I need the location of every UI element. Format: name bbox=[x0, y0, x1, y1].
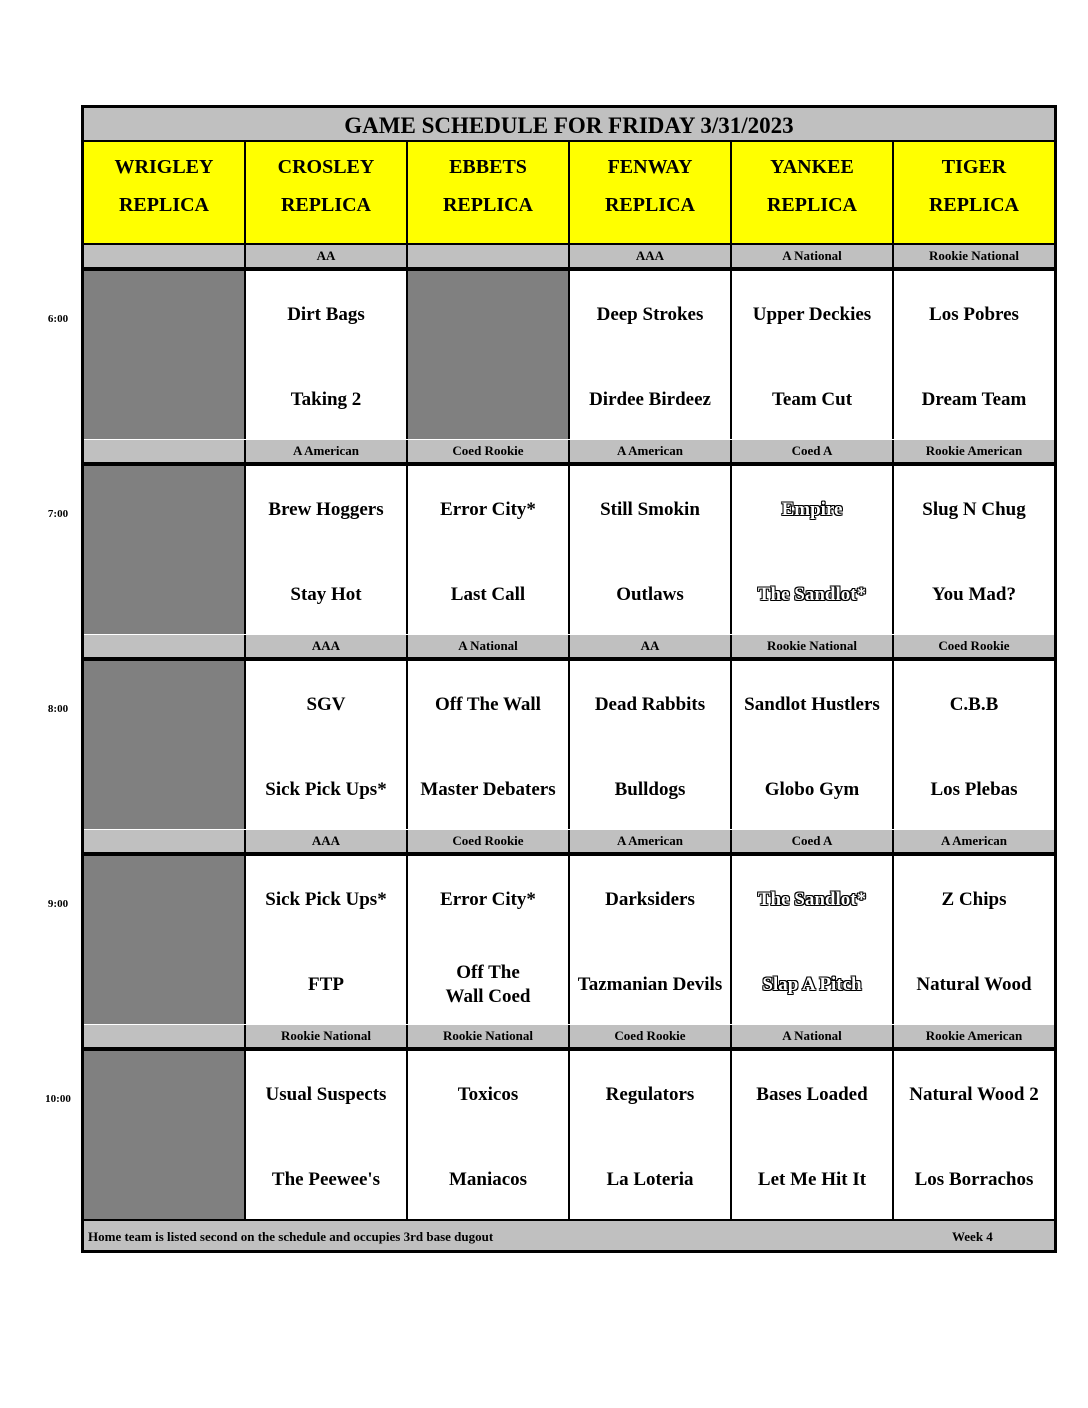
away-team: Error City* bbox=[440, 499, 536, 520]
away-team: Slug N Chug bbox=[922, 499, 1026, 520]
page-title: GAME SCHEDULE FOR FRIDAY 3/31/2023 bbox=[84, 108, 1054, 142]
game-cell bbox=[732, 856, 894, 1024]
game-cell bbox=[408, 661, 570, 829]
footer bbox=[84, 1219, 1054, 1250]
division-label: AAA bbox=[570, 245, 732, 267]
division-label: AA bbox=[246, 245, 408, 267]
game-cell bbox=[732, 271, 894, 439]
home-team: Off The Wall Coed bbox=[445, 962, 531, 1007]
away-team: Brew Hoggers bbox=[268, 499, 384, 520]
division-label: Coed A bbox=[732, 440, 894, 462]
home-team: Natural Wood bbox=[916, 974, 1032, 995]
away-team: Z Chips bbox=[941, 889, 1007, 910]
division-label bbox=[84, 245, 246, 267]
home-team: Stay Hot bbox=[290, 584, 362, 605]
field-name: FENWAY bbox=[607, 156, 693, 178]
division-label: AAA bbox=[246, 635, 408, 657]
division-label bbox=[408, 245, 570, 267]
game-cell bbox=[894, 661, 1054, 829]
empty-field-cell bbox=[84, 271, 246, 439]
away-team: Sick Pick Ups* bbox=[265, 889, 387, 910]
game-cell bbox=[246, 856, 408, 1024]
away-team: Regulators bbox=[605, 1084, 695, 1105]
game-cell bbox=[570, 856, 732, 1024]
home-team: Bulldogs bbox=[614, 779, 686, 800]
division-label bbox=[84, 635, 246, 657]
division-label: Rookie National bbox=[246, 1025, 408, 1047]
field-type: REPLICA bbox=[118, 194, 209, 216]
field-name: TIGER bbox=[941, 156, 1007, 178]
division-label: A National bbox=[732, 1025, 894, 1047]
away-team: Upper Deckies bbox=[752, 304, 872, 325]
field-name: WRIGLEY bbox=[114, 156, 214, 178]
division-label: A American bbox=[894, 830, 1054, 852]
game-cell bbox=[246, 271, 408, 439]
field-type: REPLICA bbox=[928, 194, 1019, 216]
home-team: Sick Pick Ups* bbox=[265, 779, 387, 800]
game-cell bbox=[732, 466, 894, 634]
time-slot-label: 7:00 bbox=[47, 508, 69, 520]
division-label: A National bbox=[408, 635, 570, 657]
field-header-crosley bbox=[246, 142, 408, 245]
game-cell bbox=[570, 466, 732, 634]
home-team: FTP bbox=[308, 974, 344, 995]
division-label: Coed A bbox=[732, 830, 894, 852]
division-label: A American bbox=[246, 440, 408, 462]
division-label bbox=[84, 1025, 246, 1047]
game-cell bbox=[894, 1051, 1054, 1219]
game-cell bbox=[570, 271, 732, 439]
home-team: Tazmanian Devils bbox=[577, 974, 723, 995]
away-team: Natural Wood 2 bbox=[909, 1084, 1039, 1105]
away-team: Empire bbox=[781, 499, 843, 520]
home-team: Slap A Pitch bbox=[762, 974, 862, 995]
field-header-ebbets bbox=[408, 142, 570, 245]
home-team: Outlaws bbox=[616, 584, 684, 605]
field-type: REPLICA bbox=[766, 194, 857, 216]
field-name: CROSLEY bbox=[277, 156, 375, 178]
division-label bbox=[84, 830, 246, 852]
time-slot-label: 9:00 bbox=[47, 898, 69, 910]
home-team: Last Call bbox=[450, 584, 526, 605]
home-team: Let Me Hit It bbox=[757, 1169, 867, 1190]
field-name: EBBETS bbox=[449, 156, 527, 178]
division-label: Rookie American bbox=[894, 440, 1054, 462]
away-team: Los Pobres bbox=[929, 304, 1019, 325]
schedule-table bbox=[81, 105, 1057, 1253]
game-cell bbox=[894, 466, 1054, 634]
home-team: Dream Team bbox=[921, 389, 1027, 410]
away-team: Still Smokin bbox=[600, 499, 700, 520]
home-team: Dirdee Birdeez bbox=[589, 389, 711, 410]
home-team: Team Cut bbox=[771, 389, 853, 410]
home-team: La Loteria bbox=[606, 1169, 694, 1190]
empty-field-cell bbox=[84, 661, 246, 829]
game-cell bbox=[246, 661, 408, 829]
away-team: Usual Suspects bbox=[265, 1084, 387, 1105]
empty-field-cell bbox=[408, 271, 570, 439]
division-label: A American bbox=[570, 440, 732, 462]
field-type: REPLICA bbox=[442, 194, 533, 216]
division-label: AA bbox=[570, 635, 732, 657]
away-team: Dirt Bags bbox=[287, 304, 365, 325]
time-slot-label: 6:00 bbox=[47, 313, 69, 325]
away-team: Deep Strokes bbox=[596, 304, 704, 325]
game-cell bbox=[570, 1051, 732, 1219]
game-cell bbox=[408, 466, 570, 634]
division-label: Rookie American bbox=[894, 1025, 1054, 1047]
footer-note: Home team is listed second on the schedule and occupies 3rd base dugout bbox=[88, 1229, 494, 1244]
field-type: REPLICA bbox=[604, 194, 695, 216]
home-team: Maniacos bbox=[448, 1169, 528, 1190]
week-label: Week 4 bbox=[952, 1229, 993, 1244]
game-cell bbox=[246, 1051, 408, 1219]
field-header-yankee bbox=[732, 142, 894, 245]
home-team: Master Debaters bbox=[420, 779, 556, 800]
game-cell bbox=[246, 466, 408, 634]
game-cell bbox=[570, 661, 732, 829]
home-team: Globo Gym bbox=[764, 779, 860, 800]
field-type: REPLICA bbox=[280, 194, 371, 216]
division-label: A National bbox=[732, 245, 894, 267]
away-team: Dead Rabbits bbox=[594, 694, 706, 715]
away-team: SGV bbox=[306, 694, 346, 715]
home-team: You Mad? bbox=[932, 584, 1016, 605]
field-header-wrigley bbox=[84, 142, 246, 245]
empty-field-cell bbox=[84, 466, 246, 634]
division-label: Rookie National bbox=[894, 245, 1054, 267]
division-label: A American bbox=[570, 830, 732, 852]
time-slot-label: 8:00 bbox=[47, 703, 69, 715]
division-label: Coed Rookie bbox=[408, 440, 570, 462]
away-team: The Sandlot* bbox=[757, 889, 867, 910]
division-label bbox=[84, 440, 246, 462]
empty-field-cell bbox=[84, 856, 246, 1024]
home-team: Los Plebas bbox=[930, 779, 1018, 800]
home-team: Taking 2 bbox=[290, 389, 362, 410]
home-team: The Sandlot* bbox=[757, 584, 867, 605]
game-cell bbox=[408, 856, 570, 1024]
field-header-tiger bbox=[894, 142, 1054, 245]
division-label: Coed Rookie bbox=[570, 1025, 732, 1047]
division-label: Rookie National bbox=[408, 1025, 570, 1047]
game-cell bbox=[732, 1051, 894, 1219]
division-label: Coed Rookie bbox=[894, 635, 1054, 657]
away-team: Off The Wall bbox=[435, 694, 541, 715]
away-team: Sandlot Hustlers bbox=[744, 694, 880, 715]
away-team: Bases Loaded bbox=[756, 1084, 868, 1105]
away-team: Darksiders bbox=[605, 889, 695, 910]
game-cell bbox=[408, 1051, 570, 1219]
home-team: The Peewee's bbox=[271, 1169, 381, 1190]
away-team: Toxicos bbox=[457, 1084, 519, 1105]
time-slot-label: 10:00 bbox=[45, 1093, 71, 1105]
field-name: YANKEE bbox=[770, 156, 854, 178]
field-header-fenway bbox=[570, 142, 732, 245]
away-team: C.B.B bbox=[949, 694, 999, 715]
division-label: AAA bbox=[246, 830, 408, 852]
home-team: Los Borrachos bbox=[914, 1169, 1034, 1190]
empty-field-cell bbox=[84, 1051, 246, 1219]
game-cell bbox=[732, 661, 894, 829]
division-label: Rookie National bbox=[732, 635, 894, 657]
away-team: Error City* bbox=[440, 889, 536, 910]
division-label: Coed Rookie bbox=[408, 830, 570, 852]
game-cell bbox=[894, 856, 1054, 1024]
game-cell bbox=[894, 271, 1054, 439]
